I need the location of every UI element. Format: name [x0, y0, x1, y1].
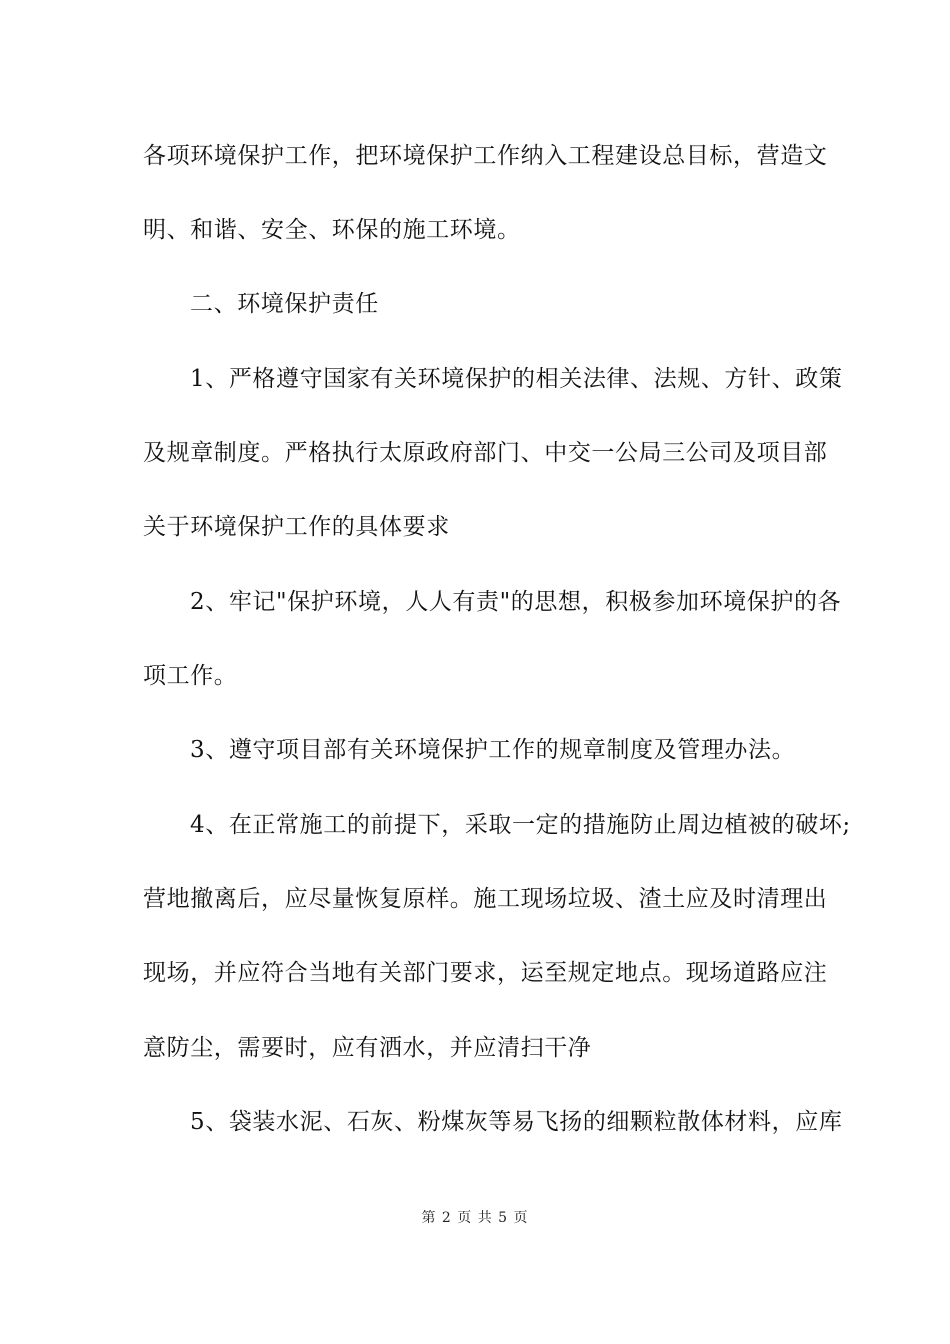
body-text-line: 现场，并应符合当地有关部门要求，运至规定地点。现场道路应注 [143, 960, 828, 986]
body-text-line: 营地撤离后，应尽量恢复原样。施工现场垃圾、渣土应及时清理出 [143, 886, 828, 912]
list-item-1-line: 1、严格遵守国家有关环境保护的相关法律、法规、方针、政策 [190, 366, 843, 392]
body-text-line: 明、和谐、安全、环保的施工环境。 [143, 217, 521, 243]
list-item-5-line: 5、袋装水泥、石灰、粉煤灰等易飞扬的细颗粒散体材料，应库 [190, 1109, 843, 1135]
body-text-line: 各项环境保护工作，把环境保护工作纳入工程建设总目标，营造文 [143, 143, 828, 169]
page-footer: 第 2 页 共 5 页 [421, 1210, 529, 1226]
list-item-2-line: 2、牢记"保护环境，人人有责"的思想，积极参加环境保护的各 [190, 589, 842, 615]
list-item-4-line: 4、在正常施工的前提下，采取一定的措施防止周边植被的破坏; [190, 812, 851, 838]
body-text-line: 关于环境保护工作的具体要求 [143, 514, 450, 540]
body-text-line: 项工作。 [143, 663, 238, 689]
body-text-line: 意防尘，需要时，应有洒水，并应清扫干净 [143, 1035, 592, 1061]
body-text-line: 及规章制度。严格执行太原政府部门、中交一公局三公司及项目部 [143, 440, 828, 466]
section-heading: 二、环境保护责任 [190, 291, 379, 317]
list-item-3-line: 3、遵守项目部有关环境保护工作的规章制度及管理办法。 [190, 737, 796, 763]
